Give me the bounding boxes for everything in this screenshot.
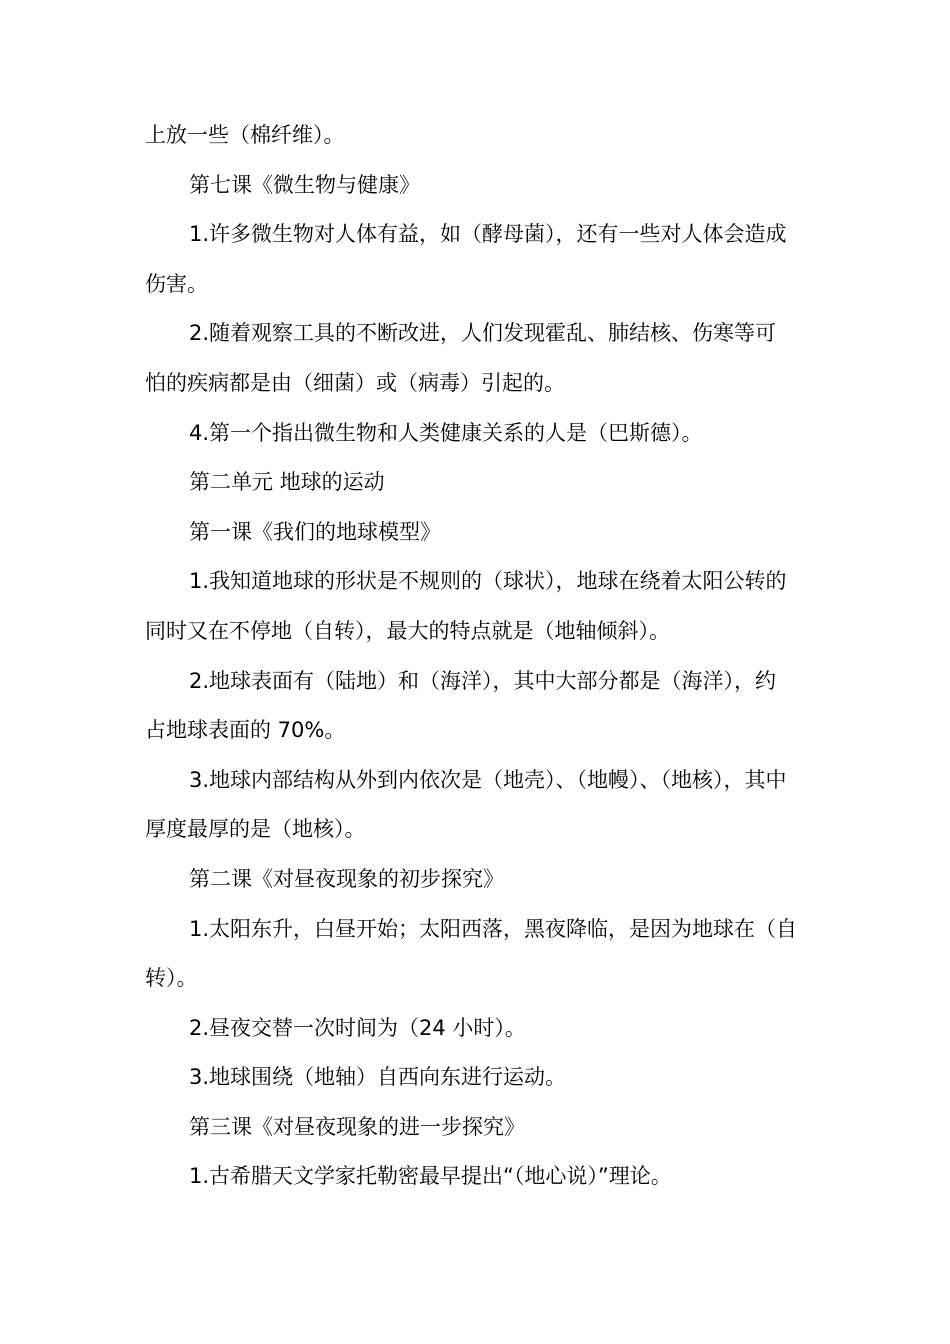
text-line: 厚度最厚的是（地核）。 [145,817,366,842]
lesson-heading: 第三课《对昼夜现象的进一步探究》 [189,1114,525,1139]
text-line: 上放一些（棉纤维）。 [145,123,345,147]
text-line: 1.古希腊天文学家托勒密最早提出“（地心说）”理论。 [189,1164,672,1189]
text-line: 1.许多微生物对人体有益，如（酵母菌），还有一些对人体会造成 [189,222,787,247]
text-line: 4.第一个指出微生物和人类健康关系的人是（巴斯德）。 [189,420,703,445]
lesson-heading: 第二课《对昼夜现象的初步探究》 [189,866,504,891]
text-line: 2.地球表面有（陆地）和（海洋），其中大部分都是（海洋），约 [189,668,777,693]
text-line: 占地球表面的 70%。 [145,718,346,743]
lesson-heading: 第七课《微生物与健康》 [189,172,420,197]
lesson-heading: 第一课《我们的地球模型》 [189,519,441,544]
text-line: 1.太阳东升，白昼开始；太阳西落，黑夜降临，是因为地球在（自 [189,916,798,941]
text-line: 3.地球围绕（地轴）自西向东进行运动。 [189,1065,567,1090]
text-line: 2.随着观察工具的不断改进，人们发现霍乱、肺结核、伤寒等可 [189,321,777,346]
text-line: 转）。 [145,966,198,991]
unit-heading: 第二单元 地球的运动 [189,470,385,495]
text-line: 伤害。 [145,271,208,296]
text-line: 怕的疾病都是由（细菌）或（病毒）引起的。 [145,370,565,395]
text-line: 3.地球内部结构从外到内依次是（地壳）、（地幔）、（地核），其中 [189,767,787,792]
text-line: 1.我知道地球的形状是不规则的（球状），地球在绕着太阳公转的 [189,569,787,594]
text-line: 2.昼夜交替一次时间为（24 小时）。 [189,1015,526,1040]
text-line: 同时又在不停地（自转），最大的特点就是（地轴倾斜）。 [145,618,670,643]
document-body [145,111,810,1202]
